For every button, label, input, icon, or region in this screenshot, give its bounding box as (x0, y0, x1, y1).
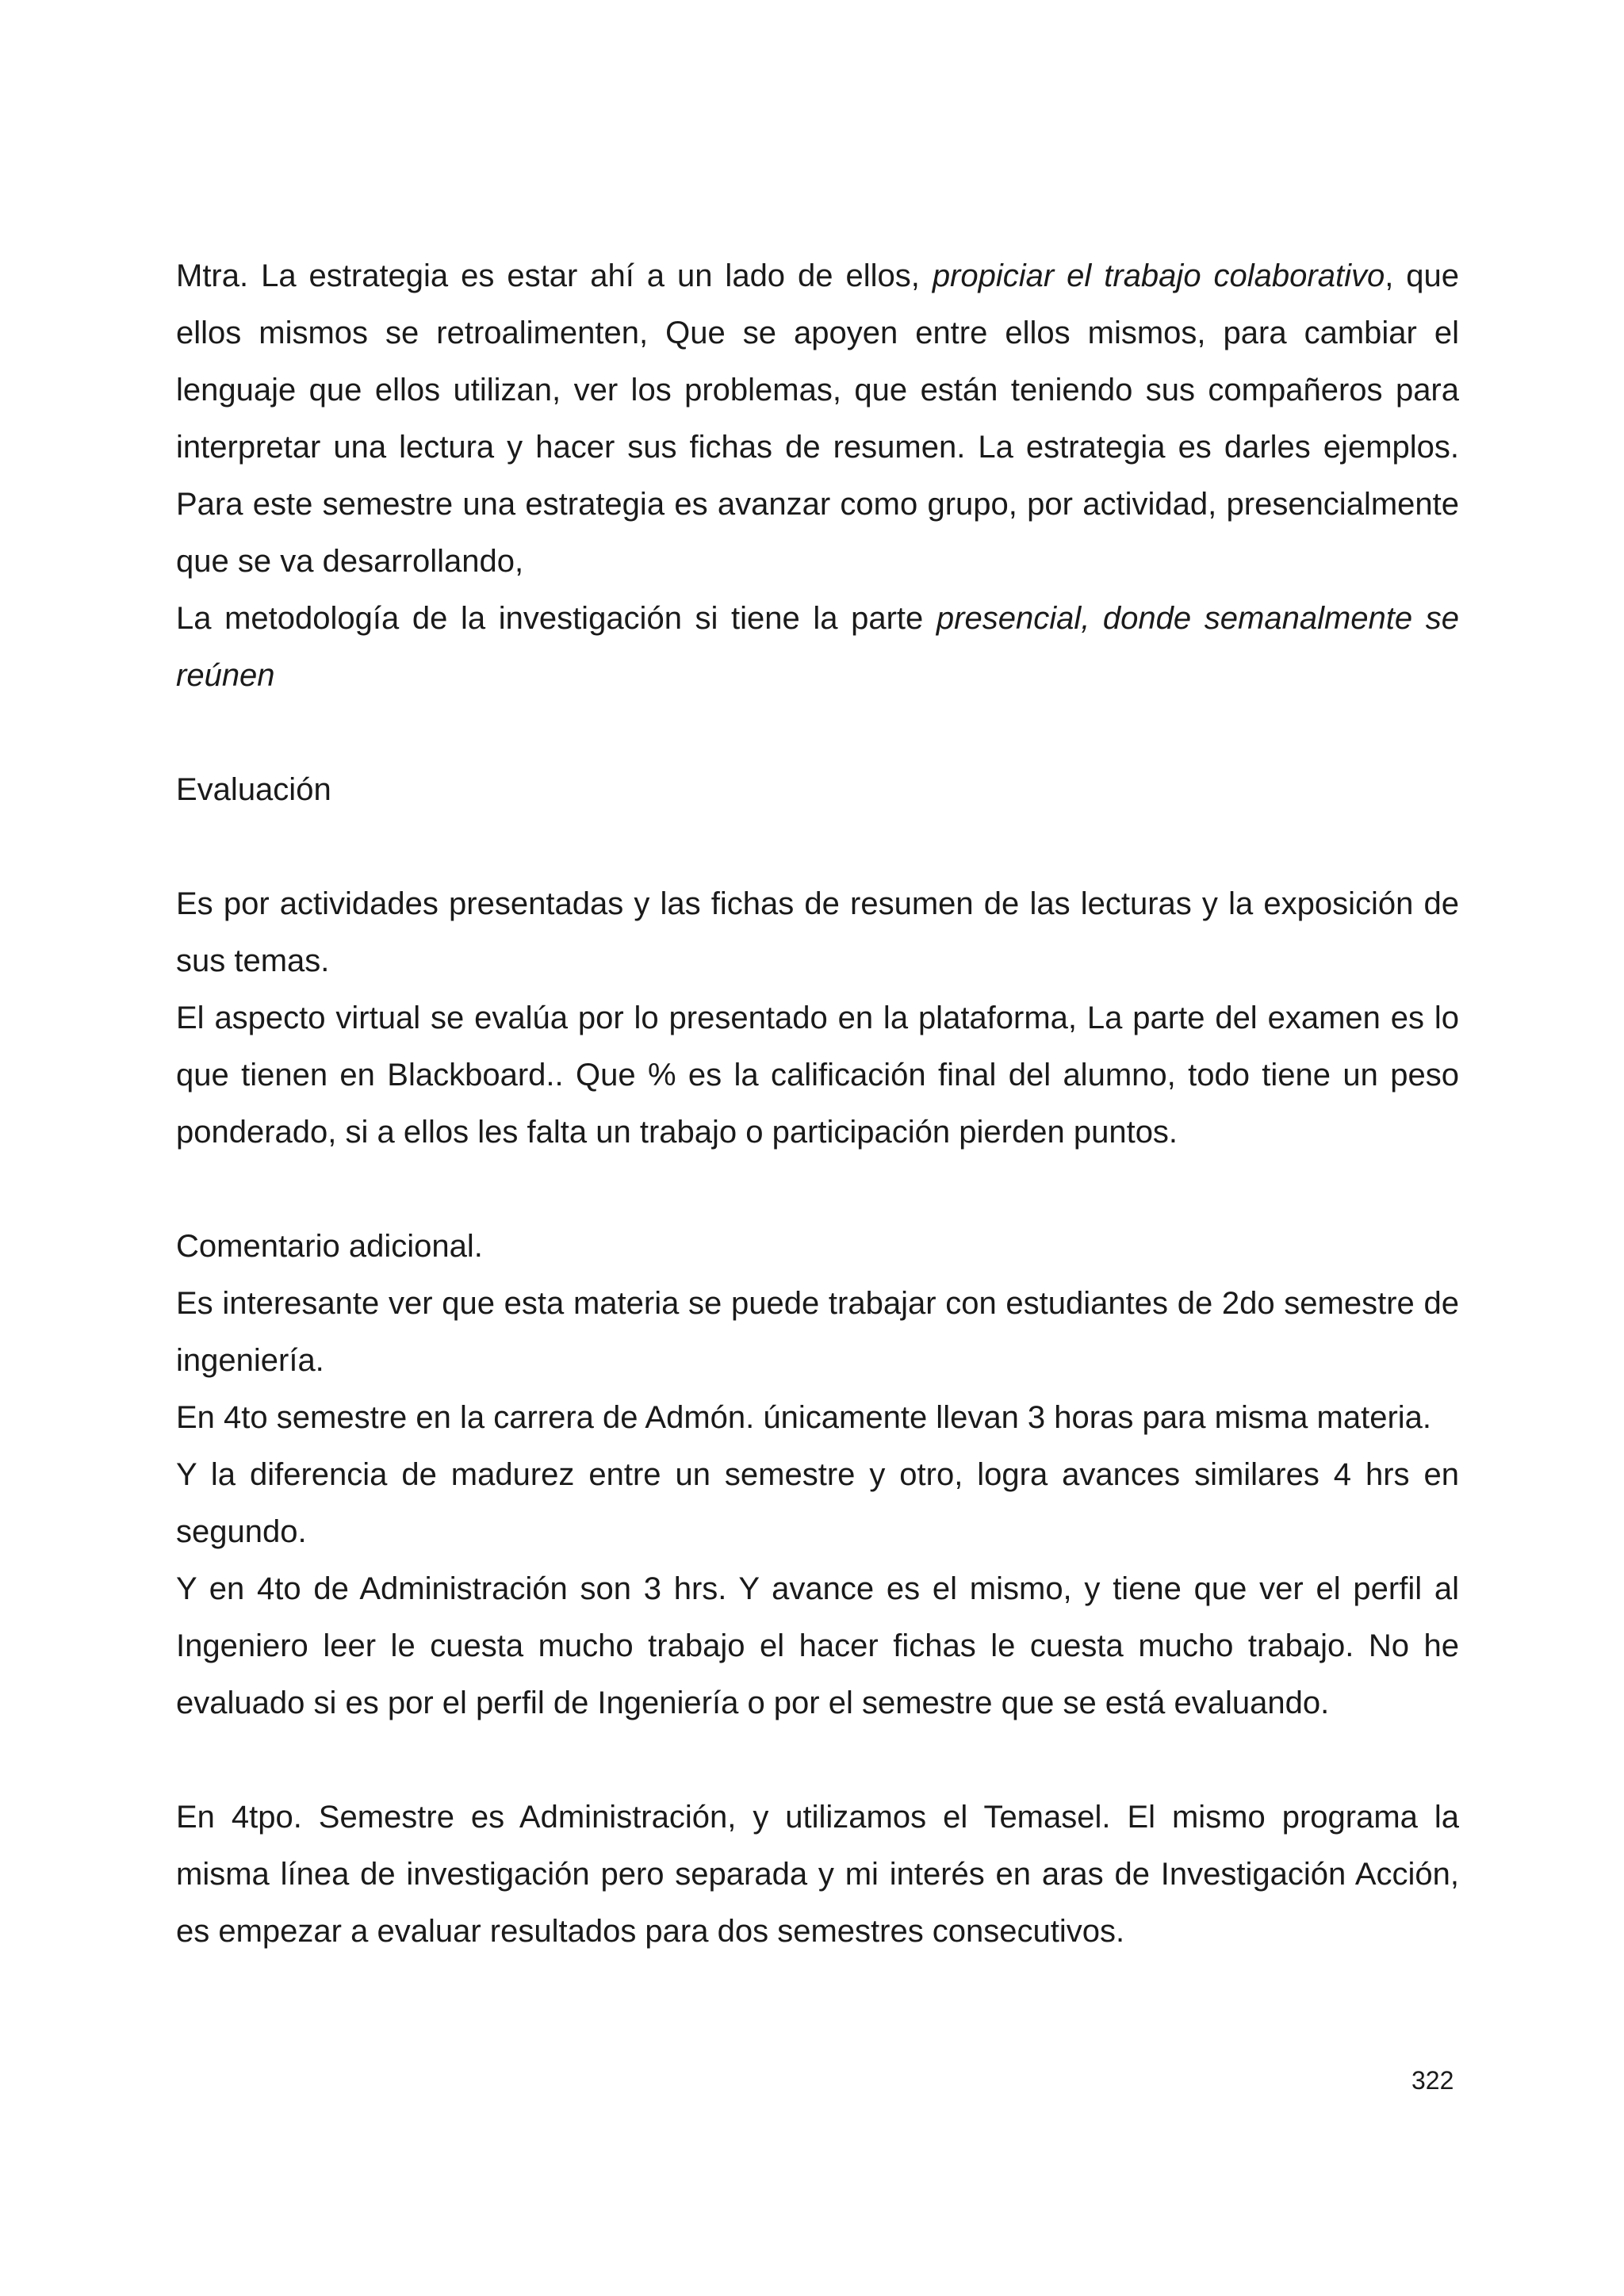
paragraph-evaluacion-virtual: El aspecto virtual se evalúa por lo presentado en la plataforma, La parte del examen es lo que tienen en Blackboard.. Que % es la calificación final del alumno, todo tiene un peso ponderado, si a ellos les falta un trabajo o participación pierden puntos. (176, 1001, 1459, 1150)
heading-evaluacion: Evaluación (176, 772, 331, 807)
page-number: 322 (1411, 2066, 1454, 2095)
italic-text-run: propiciar el trabajo colaborativo (932, 258, 1385, 293)
italic-text-run: presencial, donde semanalmente se reúnen (176, 601, 1459, 693)
paragraph-comentario-4to-semestre: En 4to semestre en la carrera de Admón. únicamente llevan 3 horas para misma materia. (176, 1400, 1432, 1435)
paragraph-estrategia (176, 247, 1459, 590)
text-run: La metodología de la investigación si tiene la parte (176, 601, 936, 636)
paragraph-comentario-administracion: Y en 4to de Administración son 3 hrs. Y avance es el mismo, y tiene que ver el perfil al Ingeniero leer le cuesta mucho trabajo el hacer fichas le cuesta mucho trabajo. No he evaluado si es por el perfil de Ingeniería o por el semestre que se está evaluando. (176, 1571, 1459, 1720)
text-run: , que ellos mismos se retroalimenten, Que se apoyen entre ellos mismos, para cambiar el lenguaje que ellos utilizan, ver los problemas, que están teniendo sus compañeros para interpretar una lectura y hacer sus fichas de resumen. La estrategia es darles ejemplos. Para este semestre una estrategia es avanzar como grupo, por actividad, presencialmente que se va desarrollando, (176, 258, 1460, 579)
document-page (176, 247, 1459, 1960)
spacer (176, 1732, 1459, 1789)
spacer (176, 704, 1459, 761)
paragraph-temasel: En 4tpo. Semestre es Administración, y utilizamos el Temasel. El mismo programa la misma línea de investigación pero separada y mi interés en aras de Investigación Acción, es empezar a evaluar resultados para dos semestres consecutivos. (176, 1800, 1459, 1949)
spacer (176, 818, 1459, 875)
text-run: Mtra. La estrategia es estar ahí a un lado de ellos, (176, 258, 933, 293)
paragraph-comentario-madurez: Y la diferencia de madurez entre un semestre y otro, logra avances similares 4 hrs en segundo. (176, 1457, 1459, 1549)
paragraph-evaluacion-actividades: Es por actividades presentadas y las fichas de resumen de las lecturas y la exposición de sus temas. (176, 886, 1459, 978)
paragraph-metodologia (176, 590, 1459, 704)
spacer (176, 1161, 1459, 1218)
paragraph-comentario-2do-semestre: Es interesante ver que esta materia se puede trabajar con estudiantes de 2do semestre de ingeniería. (176, 1286, 1459, 1378)
heading-comentario-adicional: Comentario adicional. (176, 1229, 483, 1264)
